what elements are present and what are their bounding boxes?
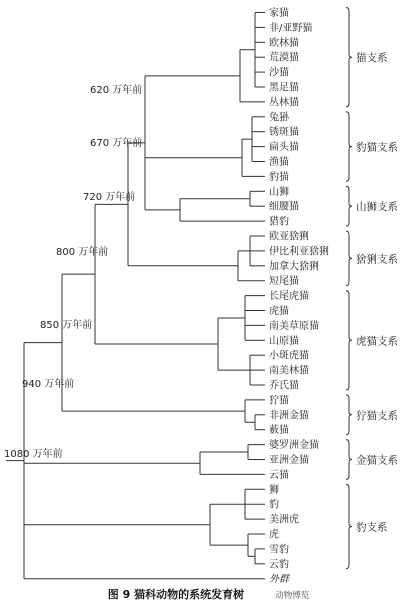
taxon-label: 南美林猫 [269, 365, 309, 377]
taxon-label: 扁头猫 [269, 142, 299, 154]
taxon-label: 欧亚猞猁 [269, 231, 309, 243]
taxon-label: 亚洲金猫 [269, 455, 309, 466]
taxon-label: 豹猫 [269, 171, 289, 183]
taxon-label: 伊比利亚猞猁 [269, 246, 329, 258]
taxon-label: 雪豹 [269, 544, 289, 556]
taxon-label: 薮猫 [269, 425, 289, 437]
outgroup-label: 外群 [269, 574, 289, 586]
taxon-label: 南美草原猫 [269, 320, 319, 332]
taxon-label: 山原猫 [269, 335, 299, 347]
lineage-bracket [346, 484, 352, 569]
divergence-time-label: 940 万年前 [22, 379, 75, 390]
taxon-label: 小斑虎猫 [269, 350, 309, 362]
divergence-time-label: 850 万年前 [40, 320, 93, 331]
taxon-label: 非/亚野猫 [269, 22, 313, 34]
taxon-label: 美洲虎 [269, 514, 299, 526]
lineage-bracket [346, 112, 352, 182]
taxon-label: 乔氏猫 [269, 380, 299, 392]
taxon-label: 山狮 [269, 186, 289, 198]
taxon-label: 豹 [269, 499, 279, 511]
taxon-label: 虎猫 [269, 306, 289, 317]
taxon-label: 狞猫 [269, 395, 289, 407]
divergence-time-label: 720 万年前 [83, 192, 136, 203]
taxon-label: 虎 [269, 529, 279, 541]
lineage-label: 猞猁支系 [356, 253, 398, 266]
lineage-label: 豹猫支系 [356, 141, 398, 154]
taxon-label: 细腰猫 [269, 201, 299, 213]
taxon-label: 丛林猫 [269, 97, 299, 109]
lineage-bracket [346, 291, 352, 390]
taxon-label: 加拿大猞猁 [269, 261, 319, 273]
lineage-label: 狞猫支系 [356, 409, 398, 422]
lineage-label: 金猫支系 [356, 454, 398, 467]
taxon-label: 沙猫 [269, 67, 289, 79]
taxon-label: 兔狲 [269, 112, 289, 124]
lineage-label: 山狮支系 [356, 201, 398, 214]
figure-caption [0, 583, 417, 600]
figure-source: 动物博览 [275, 591, 310, 600]
taxon-label: 欧林猫 [269, 37, 299, 49]
taxon-label: 猎豹 [269, 216, 289, 228]
lineage-bracket [346, 395, 352, 435]
divergence-time-label: 1080 万年前 [4, 449, 63, 460]
lineage-label: 豹支系 [356, 521, 388, 534]
taxon-label: 非洲金猫 [269, 410, 309, 422]
taxon-label: 长尾虎猫 [269, 291, 309, 303]
taxon-label: 云猫 [269, 469, 289, 481]
taxon-label: 家猫 [269, 8, 289, 19]
lineage-label: 猫支系 [356, 52, 388, 65]
lineage-bracket [346, 186, 352, 226]
lineage-bracket [346, 8, 352, 107]
lineage-bracket [346, 231, 352, 286]
divergence-time-label: 620 万年前 [90, 85, 143, 96]
tree-labels [4, 6, 398, 585]
taxon-label: 荒漠猫 [269, 52, 299, 64]
taxon-label: 渔猫 [269, 157, 289, 168]
lineage-bracket [346, 440, 352, 480]
taxon-label: 狮 [269, 484, 279, 496]
divergence-time-label: 800 万年前 [56, 247, 109, 258]
taxon-label: 锈斑猫 [269, 127, 299, 139]
taxon-label: 婆罗洲金猫 [269, 440, 319, 452]
figure-title: 图 9 猫科动物的系统发育树 [107, 588, 245, 600]
tree-edges [6, 13, 265, 579]
taxon-label: 短尾猫 [269, 276, 299, 288]
lineage-brackets [346, 8, 352, 569]
divergence-time-label: 670 万年前 [90, 138, 143, 149]
taxon-label: 云豹 [269, 559, 289, 571]
lineage-label: 虎猫支系 [356, 335, 398, 348]
taxon-label: 黑足猫 [269, 82, 299, 94]
